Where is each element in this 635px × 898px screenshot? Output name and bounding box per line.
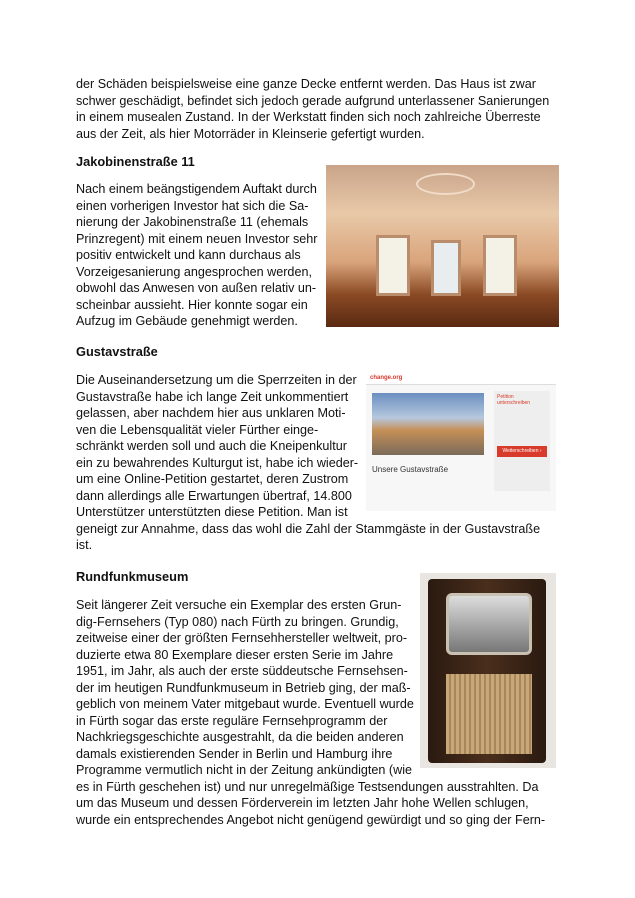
intro-paragraph [76, 76, 549, 142]
heading-jakobinenstrasse: Jakobinenstraße 11 [76, 154, 195, 169]
text-line: positiv entwickelt und kann durchaus als [76, 248, 301, 262]
heading-rundfunkmuseum: Rundfunkmuseum [76, 569, 189, 584]
text-line: scheinbar aussieht. Hier konnte sogar ein [76, 297, 308, 312]
text-line: Nachkriegsgeschichte ausgestrahlt, da die beiden anderen [76, 730, 404, 744]
street-photo [372, 393, 484, 455]
tv-cabinet [428, 579, 546, 763]
text-line: einen vorherigen Investor hat sich die Sa- [76, 198, 309, 213]
ceiling-ornament [416, 173, 475, 195]
text-line: schwer geschädigt, befindet sich jedoch gerade aufgrund unterlassener Sanierungen [76, 93, 550, 108]
text-line: ein zu bewahrendes Kulturgut ist, habe ich wieder- [76, 455, 359, 470]
text-line: 1951, im Jahr, als auch der erste süddeutsche Fernsehsen- [76, 664, 408, 678]
heading-gustavstrasse: Gustavstraße [76, 344, 158, 359]
text-line: um das Museum und dessen Förderverein im letzten Jahr hohe Wellen schlugen, [76, 796, 529, 810]
petition-title: Unsere Gustavstraße [372, 465, 449, 474]
window [483, 235, 517, 296]
change-org-logo: change.org [370, 375, 403, 381]
tv-screen [446, 593, 532, 655]
sign-button: Weiterschreiben › [497, 446, 547, 457]
text-line: Prinzregent) mit einem neuen Investor sehr [76, 231, 318, 246]
text-line: Vorzeigesanierung angesprochen werden, [76, 264, 312, 279]
text-line: damals existierenden Sender in Berlin und Hamburg ihre [76, 746, 393, 761]
text-line: der im heutigen Rundfunkmuseum in Betrieb ging, der maß- [76, 680, 411, 695]
text-line: es in Fürth geschehen ist) und nur unregelmäßige Testsendungen ausstrahlten. Da [76, 779, 539, 794]
text-line: wurde ein entsprechendes Angebot nicht genügend gewürdigt und so ging der Fern- [76, 812, 546, 827]
text-line: Aufzug im Gebäude genehmigt werden. [76, 314, 298, 328]
petition-sidebar [494, 391, 550, 491]
text-line: nierung der Jakobinenstraße 11 (ehemals [76, 215, 309, 229]
text-line: duzierte etwa 80 Exemplare dieser ersten Serie im Jahre [76, 647, 394, 662]
text-line: aus der Zeit, als hier Motorräder in Kleinserie gefertigt wurden. [76, 126, 425, 141]
text-line: ven die Lebensqualität vieler Fürther einge- [76, 422, 319, 437]
speaker-grille [446, 674, 532, 754]
text-line: geneigt zur Annahme, dass das wohl die Zahl der Stammgäste in der Gustavstraße [76, 521, 541, 536]
sidebar-title: Petition unterschreiben [497, 394, 531, 406]
tv-photo [420, 573, 556, 768]
petition-screenshot [366, 373, 556, 511]
text-line: dig-Fernsehers (Typ 080) nach Fürth zu bringen. Grundig, [76, 614, 399, 629]
room-photo [326, 165, 559, 327]
text-line: Gustavstraße habe ich lange Zeit unkommentiert [76, 389, 349, 404]
text-line: um eine Online-Petition gestartet, deren Zustrom [76, 472, 349, 486]
text-line: Nach einem beängstigendem Auftakt durch [76, 182, 317, 196]
text-line: schränkt werden soll und auch die Kneipenkultur [76, 439, 347, 453]
text-line: Die Auseinandersetzung um die Sperrzeiten in der [76, 373, 357, 387]
jakobinenstrasse-paragraph [76, 181, 318, 330]
text-line: zeitweise einer der größten Fernsehhersteller weltweit, pro- [76, 631, 408, 645]
text-line: geblich von meinem Vater mitgebaut wurde. Eventuell wurde [76, 697, 414, 711]
text-line: ist. [76, 538, 93, 552]
text-line: dann allerdings alle Erwartungen übertraf, 14.800 [76, 488, 352, 503]
text-line: obwohl das Anwesen von außen relativ un- [76, 281, 317, 295]
text-line: in Fürth sogar das erste reguläre Fernsehprogramm der [76, 713, 388, 728]
text-line: in einem musealen Zustand. In der Werkstatt finden sich noch zahlreiche Überreste [76, 110, 541, 124]
text-line: Unterstützer unterstützten diese Petition. Man ist [76, 505, 348, 519]
window [431, 240, 461, 296]
text-line: der Schäden beispielsweise eine ganze Decke entfernt werden. Das Haus ist zwar [76, 77, 536, 91]
text-line: Programme vermutlich nicht in der Zeitung ankündigten (wie [76, 763, 412, 777]
text-line: gelassen, aber nachdem hier aus unklaren Moti- [76, 406, 346, 420]
text-line: Seit längerer Zeit versuche ein Exemplar des ersten Grun- [76, 598, 402, 612]
window [376, 235, 410, 296]
